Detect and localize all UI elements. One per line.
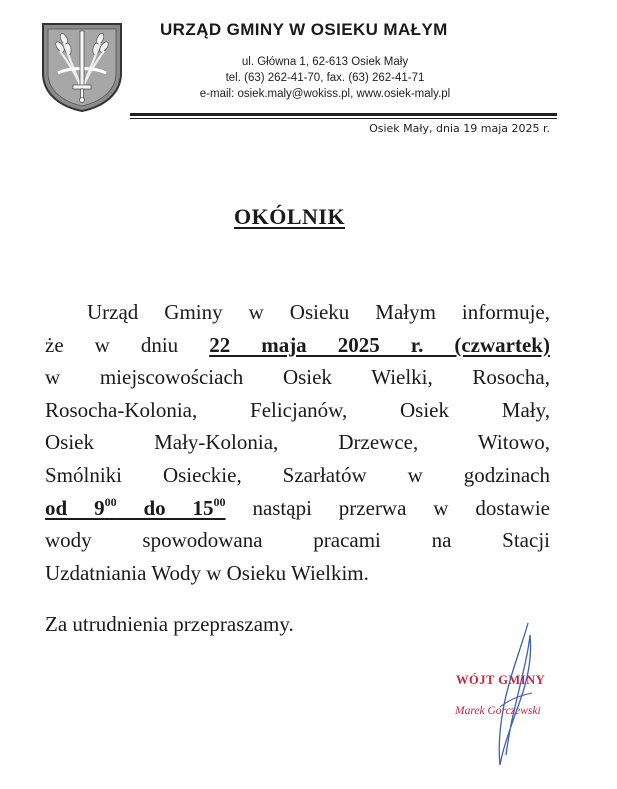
- time-to-minutes: 00: [213, 494, 226, 509]
- stamp-title: WÓJT GMINY: [456, 673, 546, 687]
- time-to: do 15: [143, 495, 214, 520]
- header-rule: [130, 113, 557, 116]
- phone-fax: tel. (63) 262-41-70, fax. (63) 262-41-71: [225, 72, 425, 84]
- coat-of-arms-crest: [40, 21, 124, 113]
- body-line: Rosocha-Kolonia, Felicjanów, Osiek Mały,: [45, 397, 550, 422]
- body-line: Urząd Gminy w Osieku Małym informuje,: [87, 300, 550, 324]
- body-text: nastąpi przerwa w dostawie: [252, 495, 551, 520]
- header-rule-thin: [130, 118, 557, 119]
- notice-body: [45, 296, 550, 589]
- body-text: że w dniu: [45, 332, 179, 357]
- time-range: [45, 496, 226, 520]
- handwritten-signature: [470, 615, 560, 775]
- time-from: od 9: [45, 495, 105, 520]
- organization-name: URZĄD GMINY W OSIEKU MAŁYM: [160, 20, 448, 39]
- document-date: Osiek Mały, dnia 19 maja 2025 r.: [369, 122, 550, 135]
- document-title: OKÓLNIK: [234, 204, 346, 229]
- body-line: Smólniki Osieckie, Szarłatów w godzinach: [45, 462, 550, 487]
- body-line: Osiek Mały-Kolonia, Drzewce, Witowo,: [45, 430, 550, 455]
- email-website: e-mail: osiek.maly@wokiss.pl, www.osiek-maly.pl: [199, 88, 451, 100]
- time-from-minutes: 00: [104, 494, 117, 509]
- body-line: [45, 329, 550, 362]
- body-line: w miejscowościach Osiek Wielki, Rosocha,: [45, 365, 550, 390]
- body-line: wody spowodowana pracami na Stacji: [45, 528, 550, 553]
- stamp-name: Marek Gorczewski: [455, 705, 541, 717]
- body-line: [45, 492, 550, 525]
- highlighted-date: 22 maja 2025 r. (czwartek): [209, 332, 550, 357]
- address: ul. Główna 1, 62-613 Osiek Mały: [241, 56, 409, 68]
- body-line: Uzdatniania Wody w Osieku Wielkim.: [45, 560, 369, 585]
- closing-apology: Za utrudnienia przepraszamy.: [45, 612, 294, 636]
